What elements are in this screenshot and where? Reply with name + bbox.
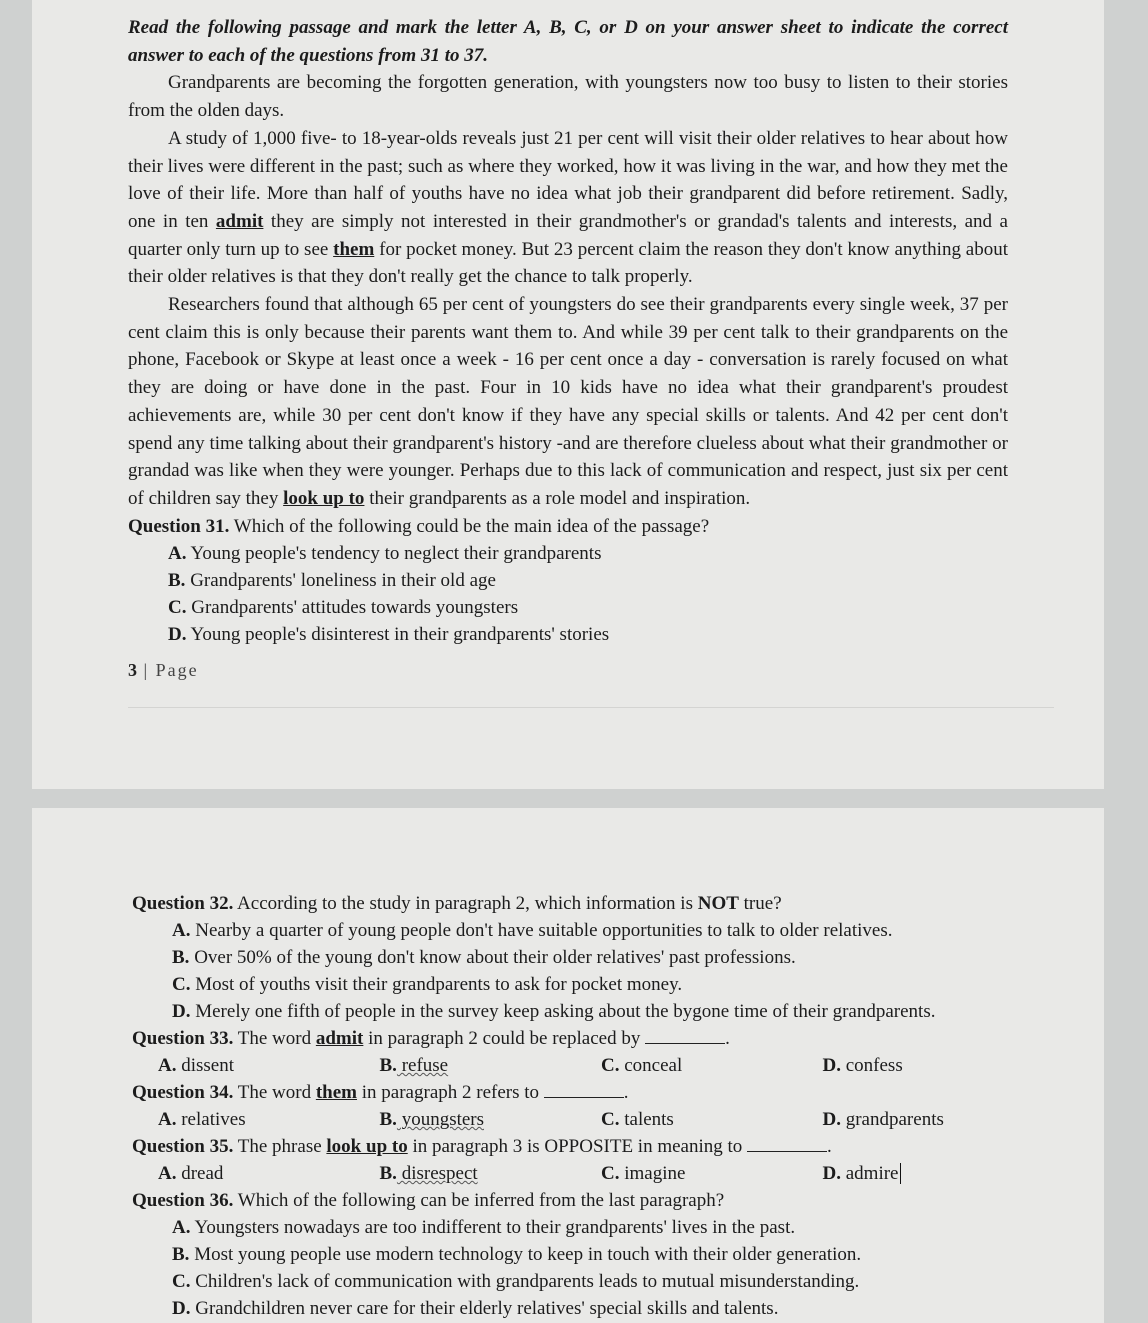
passage-paragraph-1: Grandparents are becoming the forgotten generation, with youngsters now too busy to listen to their stories from the olden days.: [128, 72, 1008, 122]
footer-divider: [128, 707, 1054, 708]
question-33-label: Question 33.: [132, 1028, 234, 1049]
document-page-4: [32, 808, 1104, 1323]
question-31-text: Which of the following could be the main idea of the passage?: [229, 515, 710, 537]
option-letter: B.: [172, 947, 190, 968]
question-35-keyword: look up to: [326, 1136, 408, 1157]
q33-option-d: [823, 1052, 1045, 1079]
keyword-look-up-to: look up to: [283, 487, 365, 509]
option-letter: D.: [822, 1163, 841, 1184]
option-letter: D.: [172, 1298, 191, 1319]
question-31-label: Question 31.: [128, 515, 230, 537]
option-text: youngsters: [396, 1109, 485, 1130]
q31-option-c: [168, 594, 1008, 621]
question-33-keyword: admit: [315, 1028, 364, 1049]
question-36-label: Question 36.: [132, 1190, 234, 1211]
option-text: Grandparents' attitudes towards youngsters: [186, 596, 519, 618]
p3-text-b: their grandparents as a role model and inspiration.: [364, 487, 751, 509]
question-33: [132, 1025, 1044, 1052]
option-text: relatives: [176, 1109, 246, 1130]
question-34-label: Question 34.: [132, 1082, 234, 1103]
question-35: [132, 1133, 1044, 1160]
option-text: Children's lack of communication with grandparents leads to mutual misunderstanding.: [190, 1271, 860, 1292]
p2-text-a: A study of 1,000 five- to 18-year-olds reveals just 21 per cent will visit their older relatives to hear about how their lives were different in the past; such as where they worked, how it was living in the war, and how they met the love of their life. More than half of youths have no idea what job their grandparent did before retirement. Sadly, one in ten: [128, 127, 1008, 232]
option-letter: A.: [172, 920, 191, 941]
page-footer: [128, 660, 1008, 681]
q33-option-a: [158, 1052, 380, 1079]
option-letter: D.: [168, 623, 187, 645]
p2-text-c: for pocket money. But 23 percent claim the reason they don't know anything about their older relatives is that they don't really get the chance to talk properly.: [128, 238, 1008, 288]
keyword-them: them: [333, 238, 375, 260]
q34-options: [158, 1106, 1044, 1133]
question-32-not: NOT: [697, 893, 739, 914]
option-text: Grandchildren never care for their elderly relatives' special skills and talents.: [190, 1298, 779, 1319]
q33-option-c: [601, 1052, 823, 1079]
option-text: conceal: [619, 1055, 683, 1076]
question-32-text: According to the study in paragraph 2, which information is: [233, 893, 698, 914]
q34-option-d: [823, 1106, 1045, 1133]
q36-option-a: [172, 1214, 1044, 1241]
option-letter: C.: [601, 1109, 620, 1130]
q32-option-d: [172, 998, 1044, 1025]
option-text: disrespect: [396, 1163, 478, 1184]
option-letter: B.: [172, 1244, 190, 1265]
question-31: [128, 513, 1008, 540]
question-36: [132, 1187, 1044, 1214]
instruction-text: Read the following passage and mark the letter A, B, C, or D on your answer sheet to indicate the correct answer to each of the questions from 31 to 37.: [128, 17, 1008, 66]
question-36-text: Which of the following can be inferred from the last paragraph?: [233, 1190, 725, 1211]
q32-option-c: [172, 971, 1044, 998]
option-letter: A.: [158, 1163, 177, 1184]
option-text: Young people's tendency to neglect their grandparents: [186, 542, 602, 564]
question-34-keyword: them: [315, 1082, 358, 1103]
option-text: grandparents: [840, 1109, 944, 1130]
q34-option-a: [158, 1106, 380, 1133]
option-letter: C.: [168, 596, 187, 618]
q34-option-c: [601, 1106, 823, 1133]
option-text: Youngsters nowadays are too indifferent to their grandparents' lives in the past.: [190, 1217, 796, 1238]
p3-text-a: Researchers found that although 65 per cent of youngsters do see their grandparents every single week, 37 per cent claim this is only because their parents want them to. And while 39 per cent talk to their grandparents on the phone, Facebook or Skype at least once a week - 16 per cent once a day - conversation is rarely focused on what they are doing or have done in the past. Four in 10 kids have no idea what their grandparent's proudest achievements are, while 30 per cent don't know if they have any special skills or talents. And 42 per cent don't spend any time talking about their grandparent's history -and are therefore clueless about what their grandmother or grandad was like when they were younger. Perhaps due to this lack of communication and respect, just six per cent of children say they: [128, 294, 1008, 509]
option-letter: A.: [158, 1055, 177, 1076]
question-35-label: Question 35.: [132, 1136, 234, 1157]
question-35-text: The phrase: [233, 1136, 327, 1157]
q31-option-a: [168, 540, 1008, 567]
q35-option-b: [380, 1160, 602, 1187]
option-letter: A.: [168, 542, 187, 564]
q36-option-d: [172, 1295, 1044, 1322]
question-34-end: .: [623, 1082, 629, 1103]
q33-options: [158, 1052, 1044, 1079]
question-33-text-b: in paragraph 2 could be replaced by: [363, 1028, 646, 1049]
question-35-end: .: [827, 1136, 832, 1157]
q36-option-b: [172, 1241, 1044, 1268]
option-text: Nearby a quarter of young people don't have suitable opportunities to talk to older relatives.: [190, 920, 893, 941]
option-text: refuse: [396, 1055, 449, 1076]
option-letter: D.: [822, 1055, 841, 1076]
option-text: imagine: [619, 1163, 686, 1184]
option-letter: C.: [601, 1055, 620, 1076]
q32-option-a: [172, 917, 1044, 944]
option-letter: B.: [379, 1163, 397, 1184]
option-text: confess: [840, 1055, 903, 1076]
option-letter: C.: [601, 1163, 620, 1184]
q32-option-b: [172, 944, 1044, 971]
answer-blank: [747, 1135, 827, 1152]
option-text: Over 50% of the young don't know about their older relatives' past professions.: [189, 947, 796, 968]
option-text: dread: [176, 1163, 224, 1184]
question-32-label: Question 32.: [132, 893, 234, 914]
question-33-end: .: [725, 1028, 730, 1049]
question-32: [132, 890, 1044, 917]
option-text: Young people's disinterest in their grandparents' stories: [186, 623, 610, 645]
page-number: 3: [128, 659, 137, 680]
question-32-text-end: true?: [738, 893, 782, 914]
q35-options: [158, 1160, 1044, 1187]
question-34-text-b: in paragraph 2 refers to: [357, 1082, 544, 1103]
option-text: Most of youths visit their grandparents to ask for pocket money.: [190, 974, 683, 995]
option-letter: A.: [158, 1109, 177, 1130]
option-text: Most young people use modern technology to keep in touch with their older generation.: [189, 1244, 862, 1265]
answer-blank: [544, 1081, 624, 1098]
q36-option-c: [172, 1268, 1044, 1295]
document-page-3: [32, 0, 1104, 789]
keyword-admit: admit: [215, 210, 264, 232]
q35-option-c: [601, 1160, 823, 1187]
q35-option-a: [158, 1160, 380, 1187]
q33-option-b: [380, 1052, 602, 1079]
q31-option-b: [168, 567, 1008, 594]
question-33-text: The word: [233, 1028, 316, 1049]
q35-option-d: [823, 1160, 1045, 1187]
option-letter: C.: [172, 1271, 191, 1292]
option-letter: B.: [168, 569, 186, 591]
q31-option-d: [168, 621, 1008, 648]
question-34-text: The word: [233, 1082, 316, 1103]
option-letter: B.: [379, 1109, 397, 1130]
option-letter: B.: [379, 1055, 397, 1076]
question-34: [132, 1079, 1044, 1106]
option-letter: A.: [172, 1217, 191, 1238]
answer-blank: [645, 1027, 725, 1044]
option-letter: D.: [822, 1109, 841, 1130]
option-text: talents: [619, 1109, 674, 1130]
option-text: Grandparents' loneliness in their old age: [185, 569, 496, 591]
option-letter: C.: [172, 974, 191, 995]
q34-option-b: [380, 1106, 602, 1133]
option-text: Merely one fifth of people in the survey keep asking about the bygone time of their grandparents.: [190, 1001, 936, 1022]
passage-paragraph-2: [128, 125, 1008, 291]
p2-text-b: they are simply not interested in their grandmother's or grandad's talents and interests, and a quarter only turn up to see: [128, 210, 1008, 260]
option-text: admire: [840, 1163, 899, 1184]
passage-paragraph-3: [128, 291, 1008, 513]
option-text: dissent: [176, 1055, 235, 1076]
page-label: | Page: [137, 659, 199, 680]
question-35-text-b: in paragraph 3 is OPPOSITE in meaning to: [407, 1136, 748, 1157]
option-letter: D.: [172, 1001, 191, 1022]
